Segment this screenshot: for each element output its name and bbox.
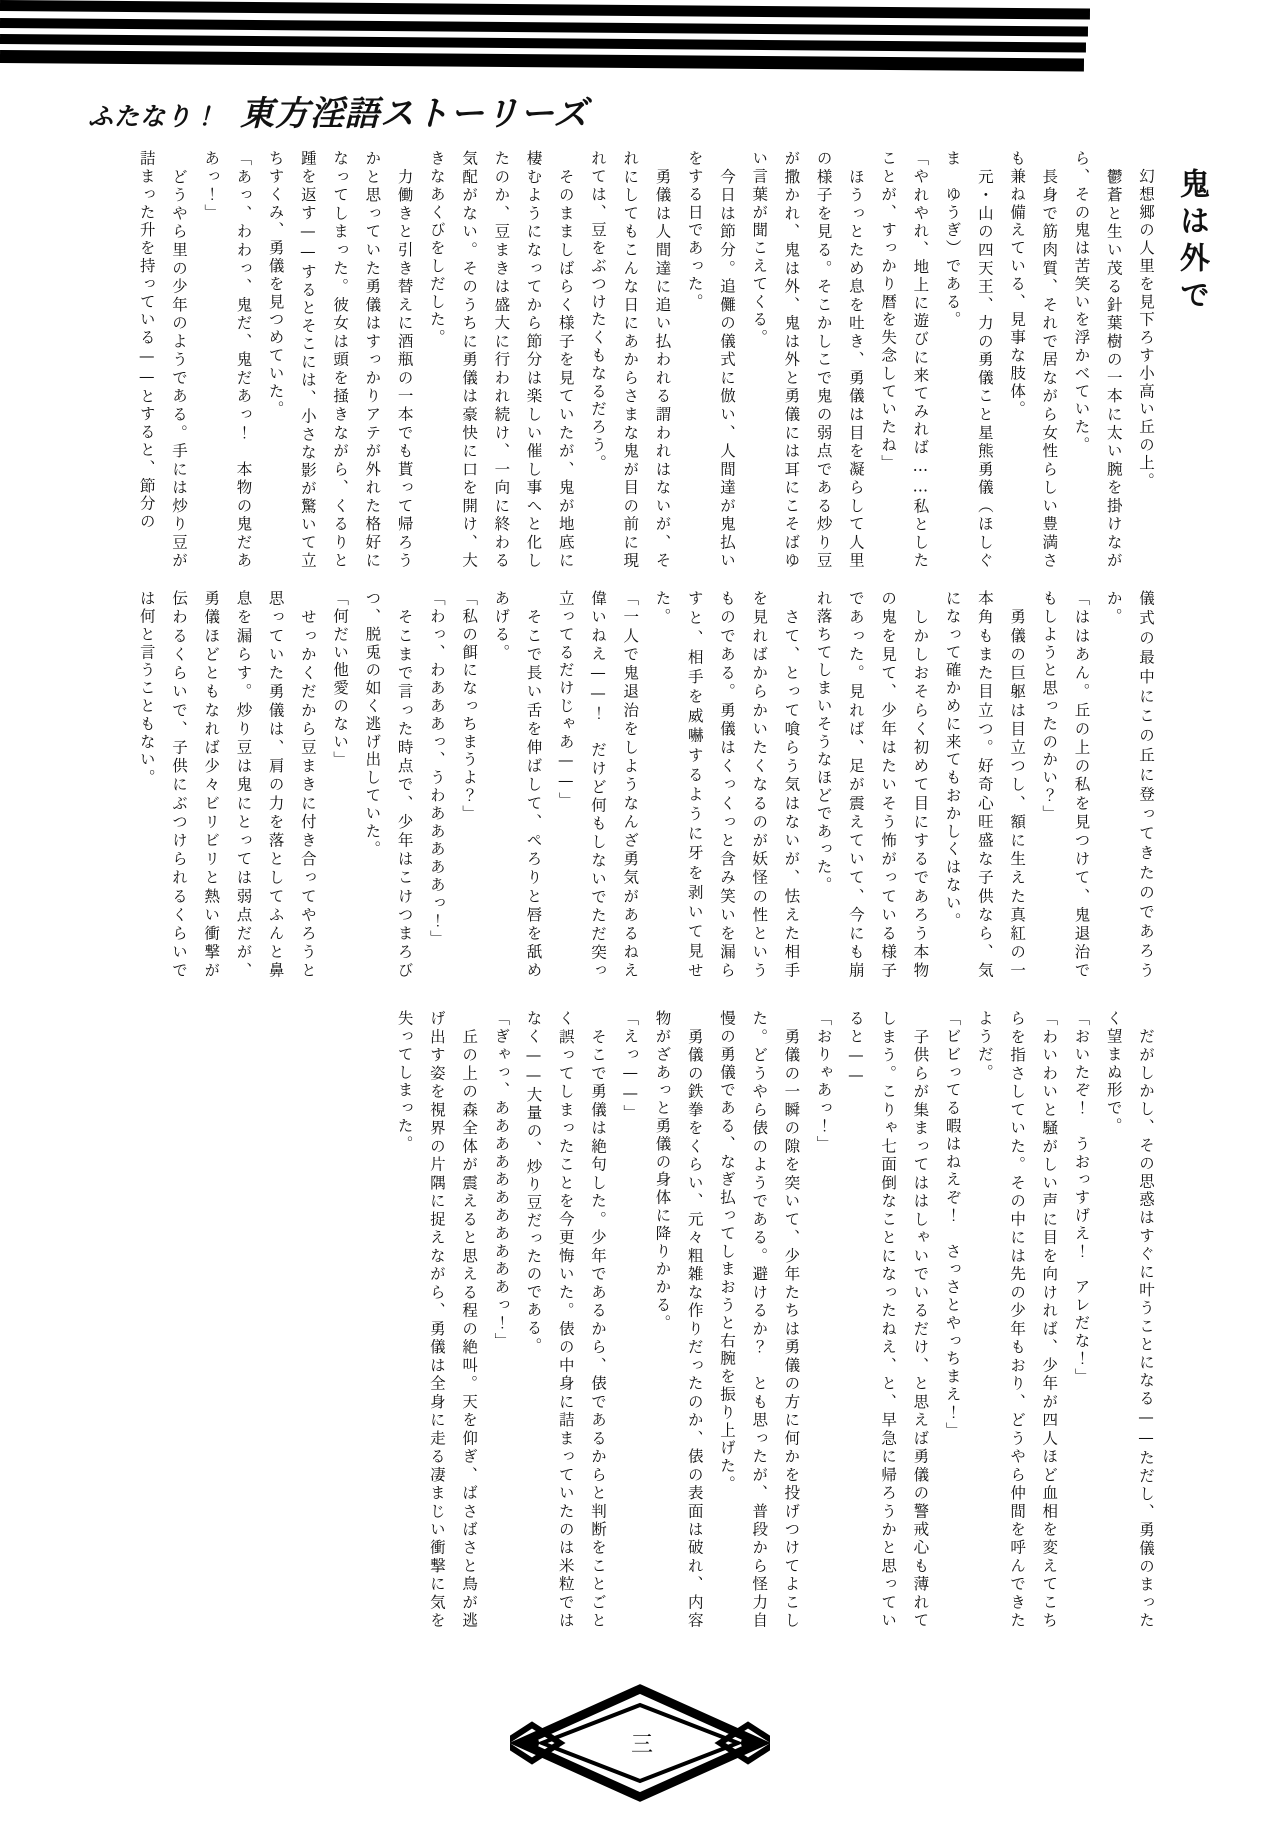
body-paragraph: ほうっとため息を吐き、勇儀は目を凝らして人里の様子を見る。そこかしこで鬼の弱点である炒り豆が撒かれ、鬼は外、鬼は外と勇儀には耳にこそばゆい言葉が聞こえてくる。 xyxy=(750,150,865,570)
body-paragraph: 幻想郷の人里を見下ろす小高い丘の上。 xyxy=(1137,150,1155,491)
ornament-left-dot xyxy=(525,1736,539,1750)
body-text-block xyxy=(142,1010,1162,1630)
body-paragraph: 丘の上の森全体が震えると思える程の絶叫。天を仰ぎ、ばさばさと鳥が逃げ出す姿を視界の片隅に捉えながら、勇儀は全身に走る凄まじい衝撃に気を失ってしまった。 xyxy=(395,1010,479,1630)
body-paragraph: そこまで言った時点で、少年はこけつまろびつ、脱兎の如く逃げ出していた。 xyxy=(363,590,414,980)
ornament-right-dot xyxy=(741,1736,755,1750)
page-ornament xyxy=(510,1683,770,1803)
header-stripe xyxy=(0,34,1086,53)
body-paragraph: 「あっ、わわっ、鬼だ、鬼だあっ！ 本物の鬼だああっ！」 xyxy=(202,150,253,570)
body-paragraph: 儀式の最中にこの丘に登ってきたのであろうか。 xyxy=(1104,590,1155,980)
body-paragraph: 「ぎゃっ、あああああああああああっ！」 xyxy=(492,1010,511,1351)
body-paragraph: 「何だい他愛のない」 xyxy=(331,590,350,769)
book-title xyxy=(88,86,588,135)
body-paragraph: 勇儀の一瞬の隙を突いて、少年たちは勇儀の方に何かを投げつけてよこした。どうやら俵のようである。避けるか？ とも思ったが、普段から怪力自慢の勇儀である、なぎ払ってしまおうと右腕を振り上げた。 xyxy=(717,1010,801,1630)
body-paragraph: 「ビビってる暇はねえぞ！ さっさとやっちまえ！」 xyxy=(943,1010,962,1440)
body-paragraph: 力働きと引き替えに酒瓶の一本でも貰って帰ろうかと思っていた勇儀はすっかりアテが外れた格好になってしまった。彼女は頭を掻きながら、くるりと踵を返す——するとそこには、小さな影が驚いて立ちすくみ、勇儀を見つめていた。 xyxy=(266,150,414,570)
body-paragraph: しかしおそらく初めて目にするであろう本物の鬼を見て、少年はたいそう怖がっている様子であった。見れば、足が震えていて、今にも崩れ落ちてしまいそうなほどであった。 xyxy=(814,590,930,980)
book-title-prefix: ふたなり！ xyxy=(88,102,219,131)
body-paragraph: せっかくだから豆まきに付き合ってやろうと思っていた勇儀は、肩の力を落としてふんと鼻息を漏らす。炒り豆は鬼にとっては弱点だが、勇儀ほどともなれば少々ビリビリと熱い衝撃が伝わるくらいで、子供にぶつけられるくらいでは何と言うこともない。 xyxy=(137,590,317,980)
body-paragraph: そこで勇儀は絶句した。少年であるから、俵であるからと判断をことごとく誤ってしまったことを今更悔いた。俵の中身に詰まっていたのは米粒ではなく——大量の、炒り豆だったのである。 xyxy=(524,1010,608,1630)
body-paragraph: 長身で筋肉質、それで居ながら女性らしい豊満さも兼ね備えている、見事な肢体。 xyxy=(1008,150,1059,570)
body-paragraph: 「やれやれ、地上に遊びに来てみれば……私としたことが、すっかり暦を失念していたね」 xyxy=(879,150,930,570)
body-paragraph: どうやら里の少年のようである。手には炒り豆が詰まった升を持っている——とすると、節分の xyxy=(137,150,188,570)
body-paragraph: 「一人で鬼退治をしようなんざ勇気があるねえ偉いねえ——！ だけど何もしないでただ突っ立ってるだけじゃあ——」 xyxy=(556,590,640,980)
body-paragraph: 「わいわいと騒がしい声に目を向ければ、少年が四人ほど血相を変えてこちらを指さしていた。その中には先の少年もおり、どうやら仲間を呼んできたようだ。 xyxy=(975,1010,1059,1630)
header-stripe xyxy=(0,18,1088,37)
body-text-block xyxy=(137,590,1162,980)
body-paragraph: 勇儀の鉄拳をくらい、元々粗雑な作りだったのか、俵の表面は破れ、内容物がざあっと勇儀の身体に降りかかる。 xyxy=(653,1010,704,1630)
body-paragraph: 「おりゃあっ！」 xyxy=(814,1010,833,1154)
body-paragraph: そこで長い舌を伸ばして、ぺろりと唇を舐めあげる。 xyxy=(492,590,543,980)
body-paragraph: 「ははあん。丘の上の私を見つけて、鬼退治でもしようと思ったのかい？」 xyxy=(1040,590,1091,980)
book-title-main: 東方淫語ストーリーズ xyxy=(240,94,589,134)
header-stripe-band xyxy=(0,0,1280,70)
body-paragraph: 元・山の四天王、力の勇儀こと星熊勇儀（ほしぐま ゆうぎ）である。 xyxy=(943,150,994,570)
body-paragraph: そのまましばらく様子を見ていたが、鬼が地底に棲むようになってから節分は楽しい催し事へと化したのか、豆まきは盛大に行われ続け、一向に終わる気配がない。そのうちに勇儀は豪快に口を開け、大きなあくびをしだした。 xyxy=(427,150,575,570)
body-paragraph: 勇儀の巨躯は目立つし、額に生えた真紅の一本角もまた目立つ。好奇心旺盛な子供なら、気になって確かめに来てもおかしくはない。 xyxy=(943,590,1027,980)
page-number: 三 xyxy=(627,1732,653,1754)
header-stripe xyxy=(0,0,1090,20)
body-paragraph: さて、とって喰らう気はないが、怯えた相手を見ればからかいたくなるのが妖怪の性というものである。勇儀はくっくっと含み笑いを漏らすと、相手を威嚇するように牙を剥いて見せた。 xyxy=(653,590,801,980)
body-paragraph: 「わっ、わあああっ、うわあああああっ！」 xyxy=(427,590,446,948)
body-paragraph: 「おいたぞ！ うおっすげえ！ アレだな！」 xyxy=(1072,1010,1091,1386)
body-paragraph: 「えっ——」 xyxy=(621,1010,640,1123)
body-paragraph: 鬱蒼と生い茂る針葉樹の一本に太い腕を掛けながら、その鬼は苦笑いを浮かべていた。 xyxy=(1072,150,1123,570)
body-paragraph: だがしかし、その思惑はすぐに叶うことになる——ただし、勇儀のまったく望まぬ形で。 xyxy=(1104,1010,1155,1630)
body-paragraph: 子供らが集まってははしゃいでいるだけ、と思えば勇儀の警戒心も薄れてしまう。こりゃ七面倒なことになったねえ、と、早急に帰ろうかと思っていると—— xyxy=(846,1010,930,1630)
body-paragraph: 勇儀は人間達に追い払われる謂われはないが、それにしてもこんな日にあからさまな鬼が目の前に現れては、豆をぶつけたくもなるだろう。 xyxy=(589,150,672,570)
header-stripe xyxy=(0,50,1084,72)
body-paragraph: 今日は節分。追儺の儀式に倣い、人間達が鬼払いをする日であった。 xyxy=(685,150,736,570)
story-heading: 鬼は外で xyxy=(1174,168,1209,316)
body-text-block xyxy=(137,150,1162,570)
body-paragraph: 「私の餌になっちまうよ？」 xyxy=(460,590,479,823)
